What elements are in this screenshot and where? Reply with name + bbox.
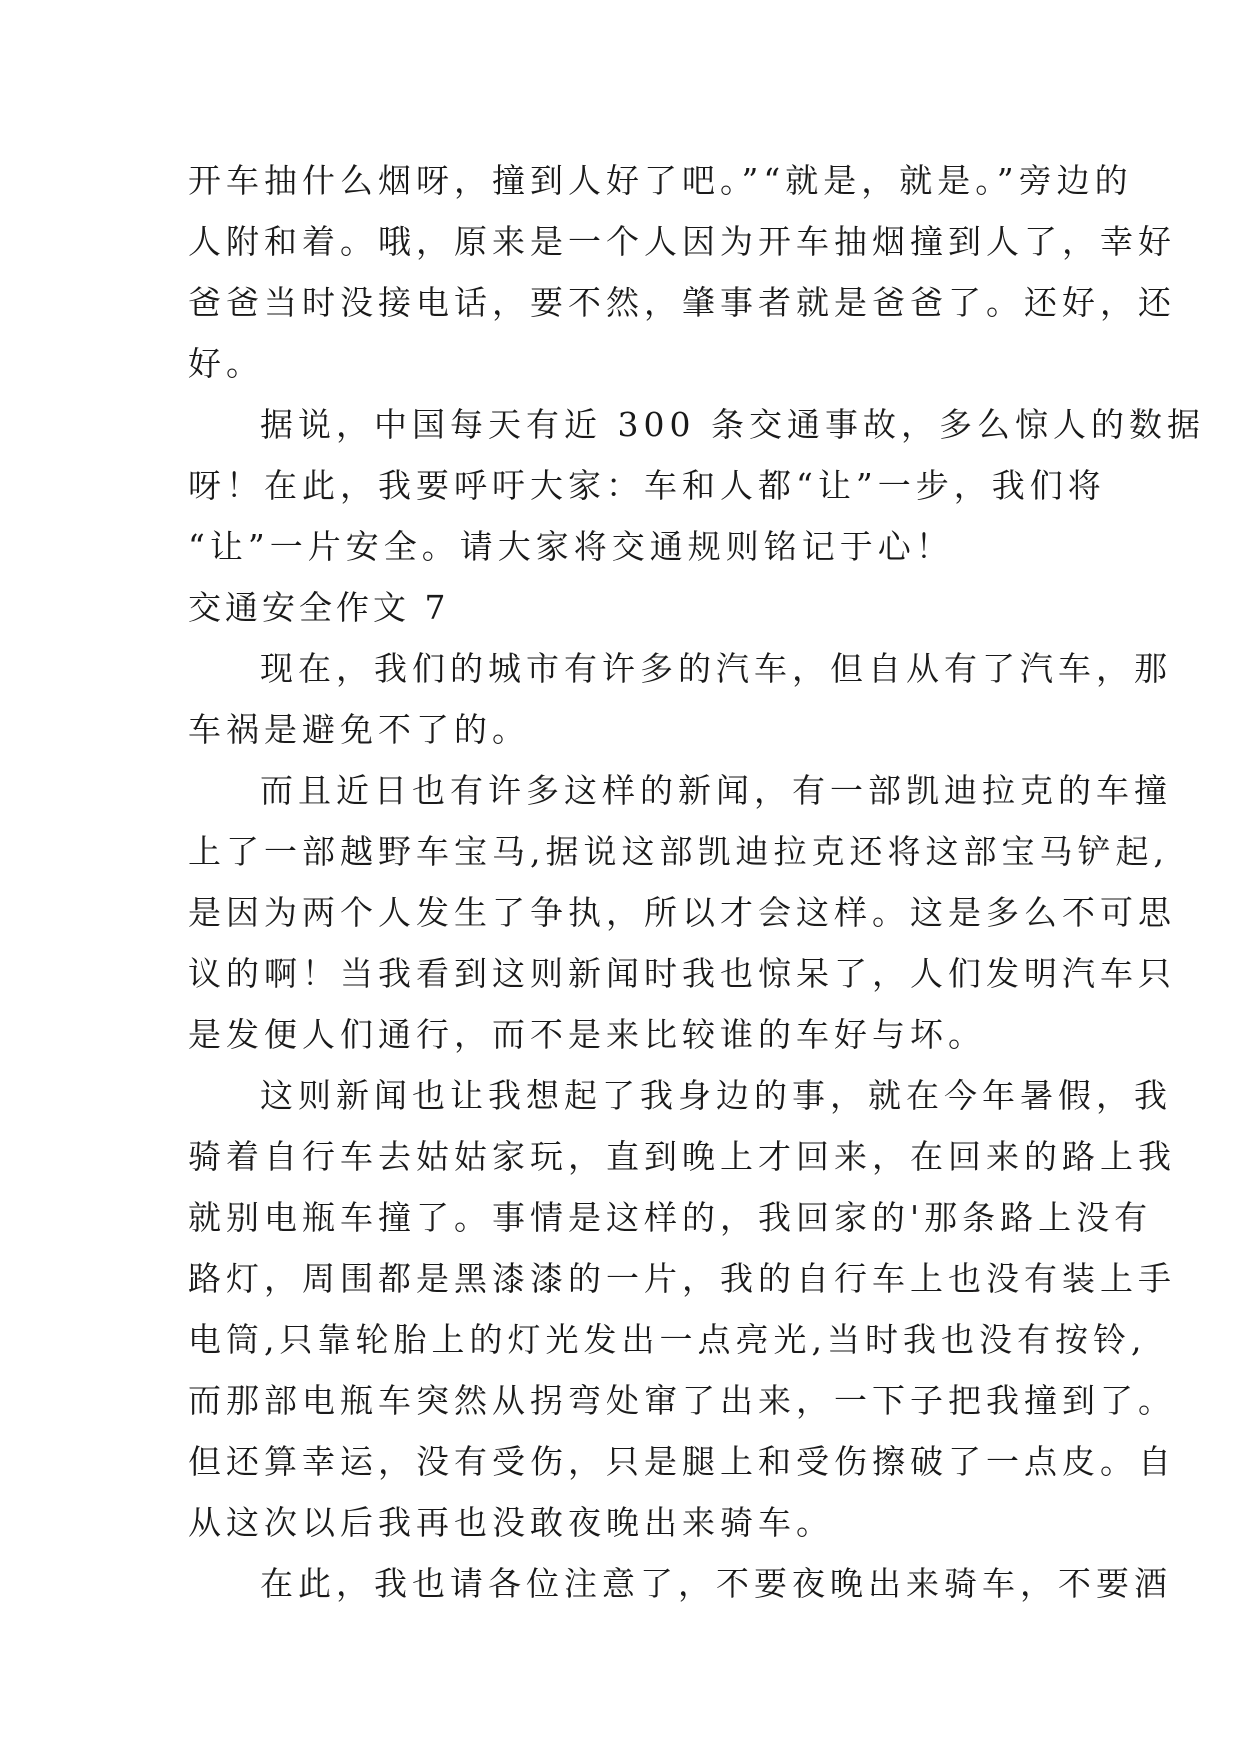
document-body [188, 150, 1205, 1614]
paragraph [188, 1553, 1172, 1614]
paragraph-line: 在此，我也请各位注意了，不要夜晚出来骑车，不要酒 [260, 1564, 1172, 1603]
paragraph-line: 呀！在此，我要呼吁大家：车和人都“让”一步，我们将 [188, 466, 1106, 505]
paragraph [188, 1065, 1176, 1553]
paragraph-line: 据说，中国每天有近 300 条交通事故，多么惊人的数据 [260, 405, 1205, 444]
paragraph-line: “让”一片安全。请大家将交通规则铭记于心！ [188, 527, 954, 566]
paragraph-line: 人附和着。哦，原来是一个人因为开车抽烟撞到人了，幸好 [188, 222, 1176, 261]
paragraph [188, 638, 1172, 760]
paragraph-line: 而那部电瓶车突然从拐弯处窜了出来，一下子把我撞到了。 [188, 1381, 1176, 1420]
paragraph-line: 现在，我们的城市有许多的汽车，但自从有了汽车，那 [260, 649, 1172, 688]
paragraph-line: 骑着自行车去姑姑家玩，直到晚上才回来，在回来的路上我 [188, 1137, 1176, 1176]
paragraph [188, 760, 1176, 1065]
paragraph-line: 但还算幸运，没有受伤，只是腿上和受伤擦破了一点皮。自 [188, 1442, 1176, 1481]
paragraph [188, 150, 1176, 394]
paragraph-line: 车祸是避免不了的。 [188, 710, 530, 749]
heading-text: 交通安全作文 7 [188, 588, 450, 627]
paragraph-line: 爸爸当时没接电话，要不然，肇事者就是爸爸了。还好，还 [188, 283, 1176, 322]
paragraph-line: 这则新闻也让我想起了我身边的事，就在今年暑假，我 [260, 1076, 1172, 1115]
paragraph-line: 是因为两个人发生了争执，所以才会这样。这是多么不可思 [188, 893, 1176, 932]
paragraph-line: 好。 [188, 344, 264, 383]
paragraph-line: 而且近日也有许多这样的新闻，有一部凯迪拉克的车撞 [260, 771, 1172, 810]
paragraph [188, 394, 1205, 577]
paragraph-line: 是发便人们通行，而不是来比较谁的车好与坏。 [188, 1015, 986, 1054]
section-heading [188, 577, 1088, 638]
paragraph-line: 议的啊！当我看到这则新闻时我也惊呆了，人们发明汽车只 [188, 954, 1176, 993]
paragraph-line: 路灯，周围都是黑漆漆的一片，我的自行车上也没有装上手 [188, 1259, 1176, 1298]
paragraph-line: 就别电瓶车撞了。事情是这样的，我回家的'那条路上没有 [188, 1198, 1153, 1237]
paragraph-line: 电筒,只靠轮胎上的灯光发出一点亮光,当时我也没有按铃, [188, 1320, 1147, 1359]
paragraph-line: 上了一部越野车宝马,据说这部凯迪拉克还将这部宝马铲起, [188, 832, 1169, 871]
paragraph-line: 开车抽什么烟呀，撞到人好了吧。”“就是，就是。”旁边的 [188, 161, 1133, 200]
paragraph-line: 从这次以后我再也没敢夜晚出来骑车。 [188, 1503, 834, 1542]
